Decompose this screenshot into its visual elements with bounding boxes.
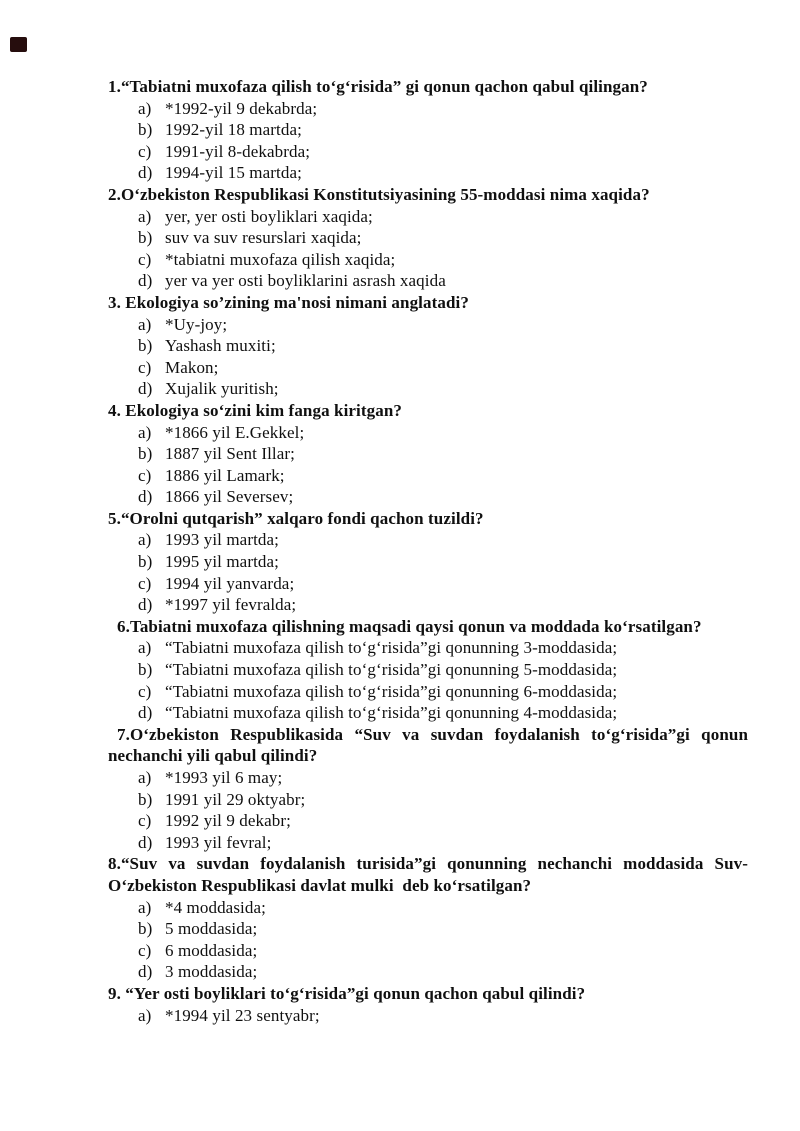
option-text: 1992 yil 9 dekabr;: [165, 811, 291, 831]
option-text: yer, yer osti boyliklari xaqida;: [165, 206, 373, 226]
scan-artifact-mark: [10, 37, 27, 52]
question-block: [108, 616, 748, 724]
option-letter: d): [138, 962, 153, 982]
option-letter: a): [138, 530, 152, 550]
option-text: 1995 yil martda;: [165, 552, 279, 572]
question-options: [108, 98, 748, 184]
option-text: 1992-yil 18 martda;: [165, 120, 302, 140]
quiz-question-list: [108, 76, 748, 1026]
question-options: [108, 206, 748, 292]
question-heading: 3. Ekologiya so’zining ma'nosi nimani anglatadi?: [108, 292, 469, 312]
question-heading: 8.“Suv va suvdan foydalanish turisida”gi qonunning nechanchi moddasida Suv- O‘zbekiston Respublikasi davlat mulki deb ko‘rsatilgan?: [108, 854, 748, 895]
question-heading: 9. “Yer osti boyliklari to‘g‘risida”gi qonun qachon qabul qilindi?: [108, 983, 586, 1003]
option-text: *4 moddasida;: [165, 897, 266, 917]
option-row: [108, 594, 748, 616]
option-row: [108, 810, 748, 832]
question-options: [108, 422, 748, 508]
option-letter: b): [138, 120, 153, 140]
option-letter: d): [138, 163, 153, 183]
option-letter: c): [138, 811, 152, 831]
question-options: [108, 314, 748, 400]
option-letter: b): [138, 552, 153, 572]
option-text: Yashash muxiti;: [165, 336, 276, 356]
option-letter: a): [138, 897, 152, 917]
option-row: [108, 702, 748, 724]
option-letter: b): [138, 919, 153, 939]
option-text: “Tabiatni muxofaza qilish to‘g‘risida”gi qonunning 5-moddasida;: [165, 660, 618, 680]
option-letter: b): [138, 228, 153, 248]
option-letter: a): [138, 206, 152, 226]
option-row: [108, 767, 748, 789]
option-text: *1992-yil 9 dekabrda;: [165, 98, 318, 118]
option-text: 1993 yil fevral;: [165, 832, 272, 852]
option-row: [108, 1005, 748, 1027]
option-text: 1991-yil 8-dekabrda;: [165, 141, 311, 161]
option-row: [108, 659, 748, 681]
option-row: [108, 249, 748, 271]
question-block: [108, 76, 748, 184]
option-row: [108, 314, 748, 336]
option-letter: a): [138, 638, 152, 658]
option-letter: a): [138, 98, 152, 118]
option-row: [108, 832, 748, 854]
option-letter: b): [138, 444, 153, 464]
option-text: 1994-yil 15 martda;: [165, 163, 302, 183]
question-options: [108, 637, 748, 723]
option-row: [108, 270, 748, 292]
question-block: [108, 724, 748, 854]
option-row: [108, 681, 748, 703]
option-letter: b): [138, 789, 153, 809]
option-letter: d): [138, 379, 153, 399]
option-row: [108, 141, 748, 163]
question-block: [108, 508, 748, 616]
option-letter: c): [138, 465, 152, 485]
question-heading: 4. Ekologiya so‘zini kim fanga kiritgan?: [108, 400, 402, 420]
option-row: [108, 897, 748, 919]
option-letter: a): [138, 314, 152, 334]
option-letter: c): [138, 141, 152, 161]
option-text: “Tabiatni muxofaza qilish to‘g‘risida”gi qonunning 4-moddasida;: [165, 703, 618, 723]
option-text: 1887 yil Sent Illar;: [165, 444, 295, 464]
option-text: *1994 yil 23 sentyabr;: [165, 1005, 320, 1025]
option-letter: d): [138, 487, 153, 507]
option-text: *1866 yil E.Gekkel;: [165, 422, 305, 442]
option-text: 1991 yil 29 oktyabr;: [165, 789, 306, 809]
option-row: [108, 789, 748, 811]
option-row: [108, 529, 748, 551]
option-letter: d): [138, 595, 153, 615]
option-letter: c): [138, 357, 152, 377]
option-row: [108, 98, 748, 120]
question-heading: 7.O‘zbekiston Respublikasida “Suv va suvdan foydalanish to‘g‘risida”gi qonun nechanchi yili qabul qilindi?: [108, 724, 748, 766]
option-row: [108, 443, 748, 465]
question-options: [108, 897, 748, 983]
option-letter: c): [138, 681, 152, 701]
option-text: 1993 yil martda;: [165, 530, 279, 550]
option-row: [108, 918, 748, 940]
question-block: [108, 184, 748, 292]
option-text: 1994 yil yanvarda;: [165, 573, 295, 593]
question-heading: 5.“Orolni qutqarish” xalqaro fondi qachon tuzildi?: [108, 508, 484, 528]
option-letter: c): [138, 573, 152, 593]
option-row: [108, 335, 748, 357]
option-letter: b): [138, 660, 153, 680]
option-row: [108, 573, 748, 595]
option-row: [108, 637, 748, 659]
option-text: suv va suv resurslari xaqida;: [165, 228, 362, 248]
option-letter: d): [138, 832, 153, 852]
question-options: [108, 767, 748, 853]
option-text: *1993 yil 6 may;: [165, 768, 283, 787]
question-block: [108, 853, 748, 983]
option-row: [108, 227, 748, 249]
question-options: [108, 1005, 748, 1027]
option-text: yer va yer osti boyliklarini asrash xaqida: [165, 271, 446, 291]
question-options: [108, 529, 748, 615]
option-letter: a): [138, 768, 152, 787]
option-row: [108, 940, 748, 962]
option-text: Makon;: [165, 357, 219, 377]
question-block: [108, 400, 748, 508]
option-text: 1886 yil Lamark;: [165, 465, 285, 485]
option-text: “Tabiatni muxofaza qilish to‘g‘risida”gi qonunning 6-moddasida;: [165, 681, 618, 701]
option-row: [108, 119, 748, 141]
option-letter: c): [138, 940, 152, 960]
option-row: [108, 961, 748, 983]
question-heading: 2.O‘zbekiston Respublikasi Konstitutsiyasining 55-moddasi nima xaqida?: [108, 184, 650, 204]
option-row: [108, 378, 748, 400]
option-text: 6 moddasida;: [165, 940, 258, 960]
option-text: *1997 yil fevralda;: [165, 595, 297, 615]
option-text: 1866 yil Seversev;: [165, 487, 294, 507]
option-text: 3 moddasida;: [165, 962, 258, 982]
option-letter: c): [138, 249, 152, 269]
option-text: Xujalik yuritish;: [165, 379, 279, 399]
option-text: “Tabiatni muxofaza qilish to‘g‘risida”gi qonunning 3-moddasida;: [165, 638, 618, 658]
option-letter: b): [138, 336, 153, 356]
option-letter: a): [138, 1005, 152, 1025]
question-heading: 6.Tabiatni muxofaza qilishning maqsadi qaysi qonun va moddada ko‘rsatilgan?: [117, 616, 702, 636]
question-heading: 1.“Tabiatni muxofaza qilish to‘g‘risida” gi qonun qachon qabul qilingan?: [108, 77, 648, 96]
question-block: [108, 983, 748, 1026]
option-row: [108, 551, 748, 573]
option-letter: a): [138, 422, 152, 442]
option-row: [108, 465, 748, 487]
option-text: *tabiatni muxofaza qilish xaqida;: [165, 249, 396, 269]
question-block: [108, 292, 748, 400]
option-row: [108, 422, 748, 444]
option-text: 5 moddasida;: [165, 919, 258, 939]
option-text: *Uy-joy;: [165, 314, 228, 334]
option-row: [108, 206, 748, 228]
option-row: [108, 357, 748, 379]
option-letter: d): [138, 271, 153, 291]
option-row: [108, 162, 748, 184]
option-row: [108, 486, 748, 508]
option-letter: d): [138, 703, 153, 723]
